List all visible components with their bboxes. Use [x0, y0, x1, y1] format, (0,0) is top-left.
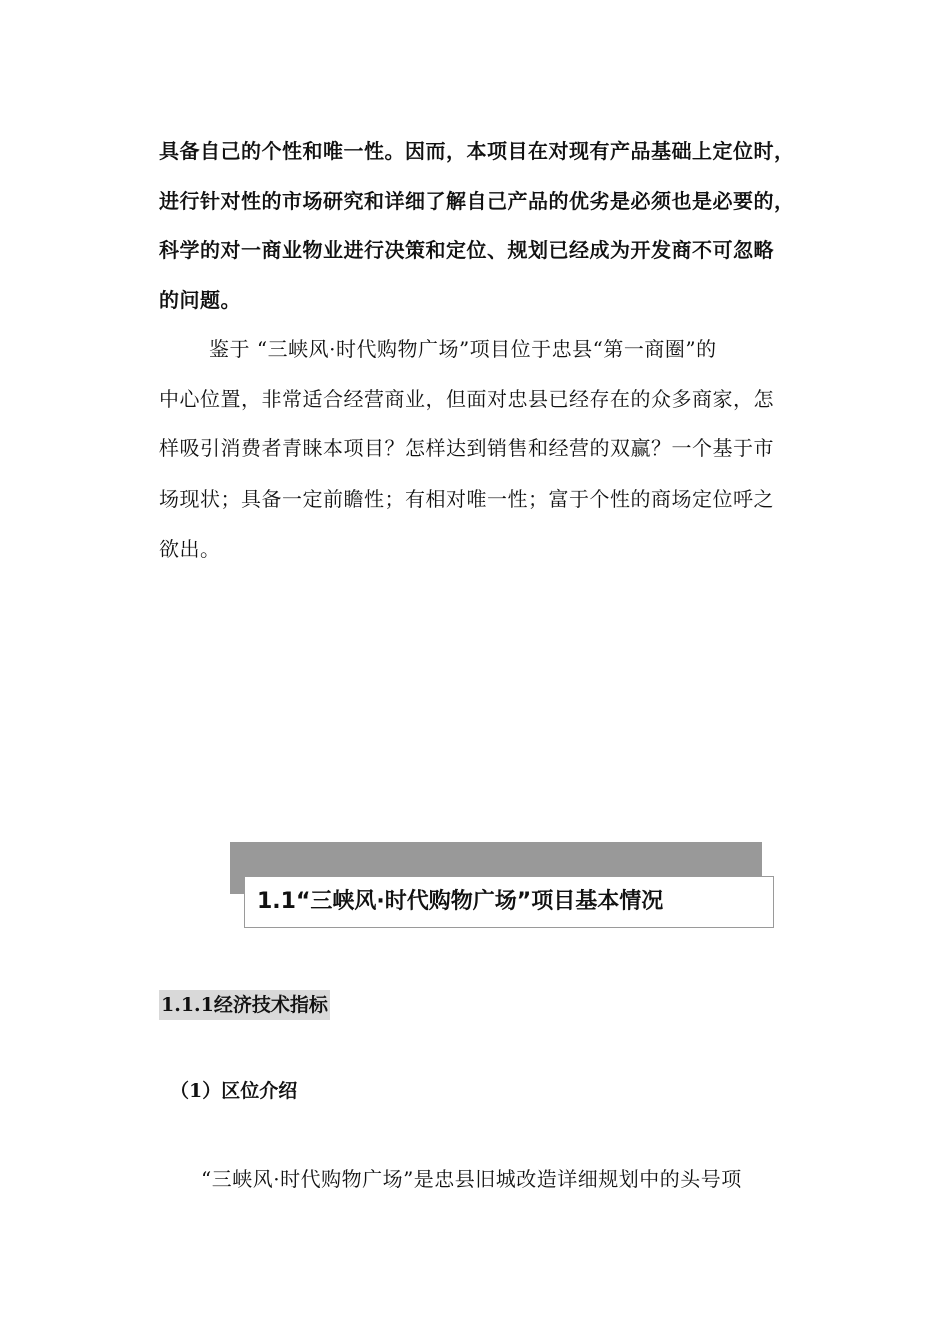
paragraph-line: 样吸引消费者青睐本项目？怎样达到销售和经营的双赢？一个基于市 — [159, 436, 774, 460]
paragraph-line: 鉴于 “三峡风·时代购物广场”项目位于忠县“第一商圈”的 — [209, 337, 717, 361]
item-heading: （1）区位介绍 — [170, 1080, 298, 1102]
paragraph-line: “三峡风·时代购物广场”是忠县旧城改造详细规划中的头号项 — [201, 1167, 742, 1191]
subsection-heading: 1.1.1经济技术指标 — [159, 990, 330, 1020]
section-heading-title: 1.1“三峡风·时代购物广场”项目基本情况 — [244, 876, 774, 928]
section-heading — [230, 842, 775, 930]
paragraph-line: 具备自己的个性和唯一性。因而，本项目在对现有产品基础上定位时， — [159, 139, 795, 163]
paragraph-line: 欲出。 — [159, 537, 221, 561]
paragraph-line: 进行针对性的市场研究和详细了解自己产品的优劣是必须也是必要的， — [159, 189, 795, 213]
paragraph-line: 场现状；具备一定前瞻性；有相对唯一性；富于个性的商场定位呼之 — [159, 487, 774, 511]
paragraph-line: 中心位置，非常适合经营商业，但面对忠县已经存在的众多商家，怎 — [159, 387, 774, 411]
paragraph-line: 科学的对一商业物业进行决策和定位、规划已经成为开发商不可忽略 — [159, 238, 774, 262]
paragraph-line: 的问题。 — [159, 288, 241, 312]
